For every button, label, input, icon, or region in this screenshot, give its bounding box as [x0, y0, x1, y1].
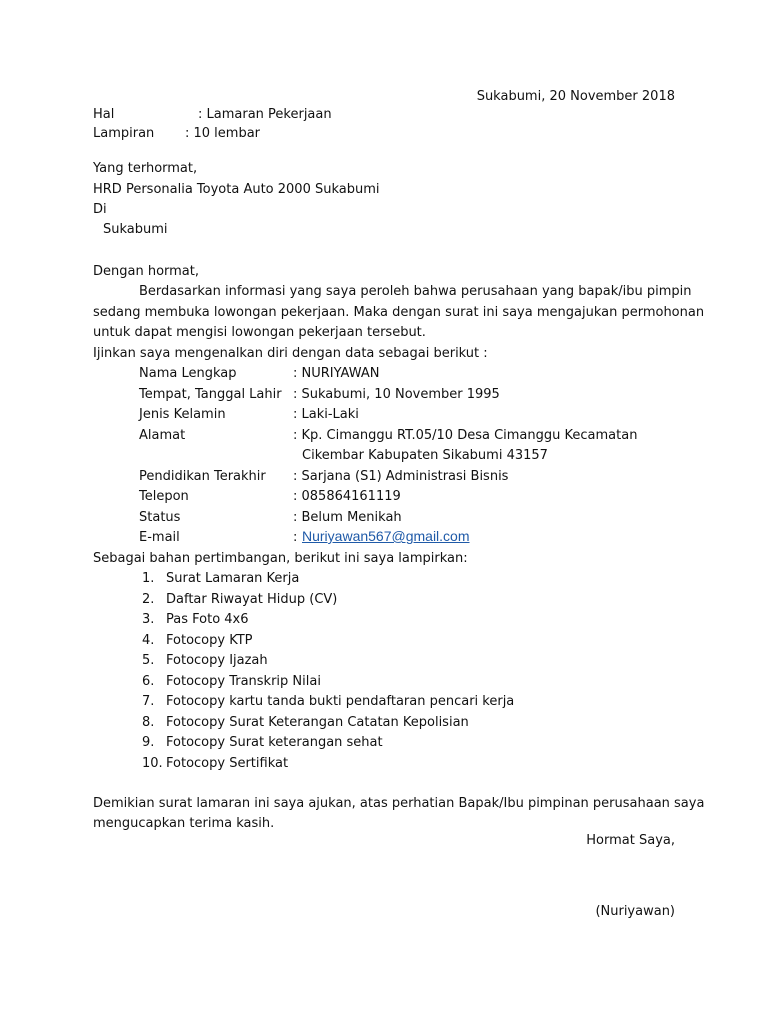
email-label: E-mail: [139, 530, 180, 545]
attachment-item: Fotocopy Surat Keterangan Catatan Kepolisian: [166, 715, 469, 730]
attachment-value: : 10 lembar: [185, 126, 261, 141]
address-value-1: : Kp. Cimanggu RT.05/10 Desa Cimanggu Kecamatan: [293, 428, 638, 443]
birth-value: : Sukabumi, 10 November 1995: [293, 387, 500, 402]
status-value: : Belum Menikah: [293, 510, 402, 525]
intro-line-1: Berdasarkan informasi yang saya peroleh bahwa perusahaan yang bapak/ibu pimpin: [139, 284, 692, 299]
gender-value: : Laki-Laki: [293, 407, 359, 422]
name-value: : NURIYAWAN: [293, 366, 380, 381]
intro-line-3: untuk dapat mengisi lowongan pekerjaan tersebut.: [93, 325, 426, 340]
attachment-num: 4.: [142, 633, 155, 648]
intro-line-2: sedang membuka lowongan pekerjaan. Maka dengan surat ini saya mengajukan permohonan: [93, 305, 705, 320]
education-label: Pendidikan Terakhir: [139, 469, 266, 484]
attachment-item: Fotocopy Ijazah: [166, 653, 268, 668]
email-link[interactable]: Nuriyawan567@gmail.com: [302, 528, 470, 544]
name-label: Nama Lengkap: [139, 366, 237, 381]
attachment-num: 10.: [142, 756, 163, 771]
attachment-num: 8.: [142, 715, 155, 730]
attachment-num: 6.: [142, 674, 155, 689]
attachment-item: Surat Lamaran Kerja: [166, 571, 300, 586]
closing-line-2: mengucapkan terima kasih.: [93, 816, 275, 831]
attachment-item: Fotocopy Transkrip Nilai: [166, 674, 321, 689]
email-colon: :: [293, 530, 298, 545]
place-date: Sukabumi, 20 November 2018: [476, 89, 675, 104]
attachment-num: 3.: [142, 612, 155, 627]
gender-label: Jenis Kelamin: [139, 407, 226, 422]
subject-label: Hal: [93, 107, 115, 122]
greeting: Dengan hormat,: [93, 264, 200, 279]
attachment-num: 1.: [142, 571, 155, 586]
phone-label: Telepon: [139, 489, 189, 504]
address-label: Alamat: [139, 428, 186, 443]
attachment-num: 7.: [142, 694, 155, 709]
attachment-item: Fotocopy Sertifikat: [166, 756, 289, 771]
status-label: Status: [139, 510, 181, 525]
birth-label: Tempat, Tanggal Lahir: [139, 387, 282, 402]
attachment-item: Daftar Riwayat Hidup (CV): [166, 592, 338, 607]
attachment-item: Pas Foto 4x6: [166, 612, 249, 627]
recipient-salutation: Yang terhormat,: [93, 161, 198, 176]
signature-name: (Nuriyawan): [595, 904, 675, 919]
attachment-num: 9.: [142, 735, 155, 750]
attachment-item: Fotocopy kartu tanda bukti pendaftaran pencari kerja: [166, 694, 515, 709]
attachment-item: Fotocopy Surat keterangan sehat: [166, 735, 383, 750]
phone-value: : 085864161119: [293, 489, 401, 504]
subject-value: : Lamaran Pekerjaan: [198, 107, 332, 122]
education-value: : Sarjana (S1) Administrasi Bisnis: [293, 469, 509, 484]
attachment-num: 2.: [142, 592, 155, 607]
address-value-2: Cikembar Kabupaten Sikabumi 43157: [302, 448, 548, 463]
recipient-at: Di: [93, 202, 107, 217]
closing-line-1: Demikian surat lamaran ini saya ajukan, atas perhatian Bapak/Ibu pimpinan perusahaan saya: [93, 796, 705, 811]
recipient-name: HRD Personalia Toyota Auto 2000 Sukabumi: [93, 182, 380, 197]
attachment-num: 5.: [142, 653, 155, 668]
attachment-item: Fotocopy KTP: [166, 633, 253, 648]
recipient-city: Sukabumi: [103, 222, 168, 237]
attachments-intro: Sebagai bahan pertimbangan, berikut ini saya lampirkan:: [93, 551, 468, 566]
self-intro: Ijinkan saya mengenalkan diri dengan data sebagai berikut :: [93, 346, 488, 361]
attachment-label: Lampiran: [93, 126, 155, 141]
regards: Hormat Saya,: [586, 833, 675, 848]
